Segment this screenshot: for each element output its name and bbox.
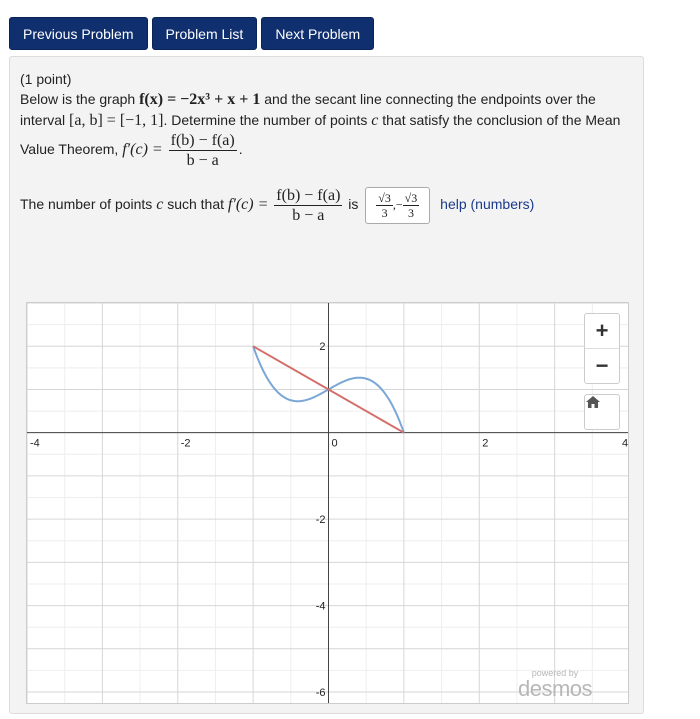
answer-separator: , — [392, 197, 396, 212]
answer-line — [20, 186, 632, 225]
zoom-in-icon: + — [595, 318, 609, 343]
answer-lead-text: The number of points — [20, 196, 153, 213]
problem-list-button[interactable]: Problem List — [152, 17, 258, 50]
desmos-brand-text: desmos — [518, 676, 593, 701]
mvt-fraction — [169, 131, 237, 170]
powered-by-text: powered by — [531, 668, 579, 678]
statement-text-1: and the secant line connecting the endpoints over the interval — [20, 91, 596, 128]
x-tick-label: -4 — [30, 437, 40, 450]
desmos-logo — [518, 668, 592, 700]
zoom-controls — [584, 313, 620, 384]
fraction-numerator: f(b) − f(a) — [170, 132, 235, 149]
value2-den: 3 — [407, 206, 414, 220]
zoom-in-button[interactable] — [585, 314, 619, 348]
problem-navbar — [9, 17, 374, 50]
points-label: (1 point) — [20, 71, 72, 87]
y-tick-label: -2 — [315, 514, 326, 527]
desmos-graph[interactable] — [26, 302, 629, 704]
tick-labels — [30, 341, 628, 699]
value2-num: √3 — [404, 191, 418, 205]
statement-text-2: . Determine the number of points — [163, 112, 368, 128]
fraction-denominator: b − a — [186, 152, 219, 169]
such-that-text: such that — [167, 196, 225, 213]
answer-fprime: f′(c) = — [227, 196, 269, 214]
answer-value-2 — [403, 191, 420, 220]
problem-statement — [20, 89, 632, 170]
problem-text — [20, 69, 632, 225]
zoom-out-button[interactable] — [585, 348, 619, 383]
zoom-out-icon: − — [595, 353, 609, 378]
y-tick-label: -4 — [315, 600, 326, 613]
x-tick-label: 0 — [331, 437, 338, 450]
answer-fraction — [274, 186, 342, 225]
previous-problem-button[interactable]: Previous Problem — [9, 17, 148, 50]
value1-num: √3 — [378, 191, 391, 205]
answer-variable-c: c — [156, 196, 164, 214]
y-tick-label: 2 — [319, 341, 326, 354]
fprime-expression: f′(c) = — [122, 141, 163, 159]
x-tick-label: 2 — [482, 437, 489, 450]
x-tick-label: -2 — [180, 437, 191, 450]
help-numbers-link[interactable]: help (numbers) — [440, 196, 535, 213]
value1-den: 3 — [381, 206, 388, 220]
next-problem-button[interactable]: Next Problem — [261, 17, 374, 50]
answer-value-2-sign: − — [395, 197, 403, 212]
function-expression: f(x) = −2x³ + x + 1 — [139, 91, 261, 108]
statement-text-3: that satisfy the conclusion of the Mean Value Theorem, — [20, 112, 621, 158]
answer-value-1 — [376, 191, 393, 220]
answer-input[interactable] — [365, 187, 430, 224]
graph-canvas[interactable] — [27, 303, 629, 704]
intro-text: Below is the graph — [20, 91, 136, 107]
axes — [27, 303, 629, 704]
variable-c: c — [371, 112, 379, 129]
answer-fraction-denominator: b − a — [292, 207, 325, 224]
x-tick-label: 4 — [622, 437, 629, 450]
is-text: is — [348, 196, 359, 213]
y-tick-label: -6 — [315, 687, 326, 700]
period: . — [238, 141, 243, 158]
home-icon — [585, 395, 601, 409]
home-button[interactable] — [584, 394, 620, 430]
interval-expression: [a, b] = [−1, 1] — [69, 112, 164, 129]
answer-fraction-numerator: f(b) − f(a) — [276, 187, 341, 204]
